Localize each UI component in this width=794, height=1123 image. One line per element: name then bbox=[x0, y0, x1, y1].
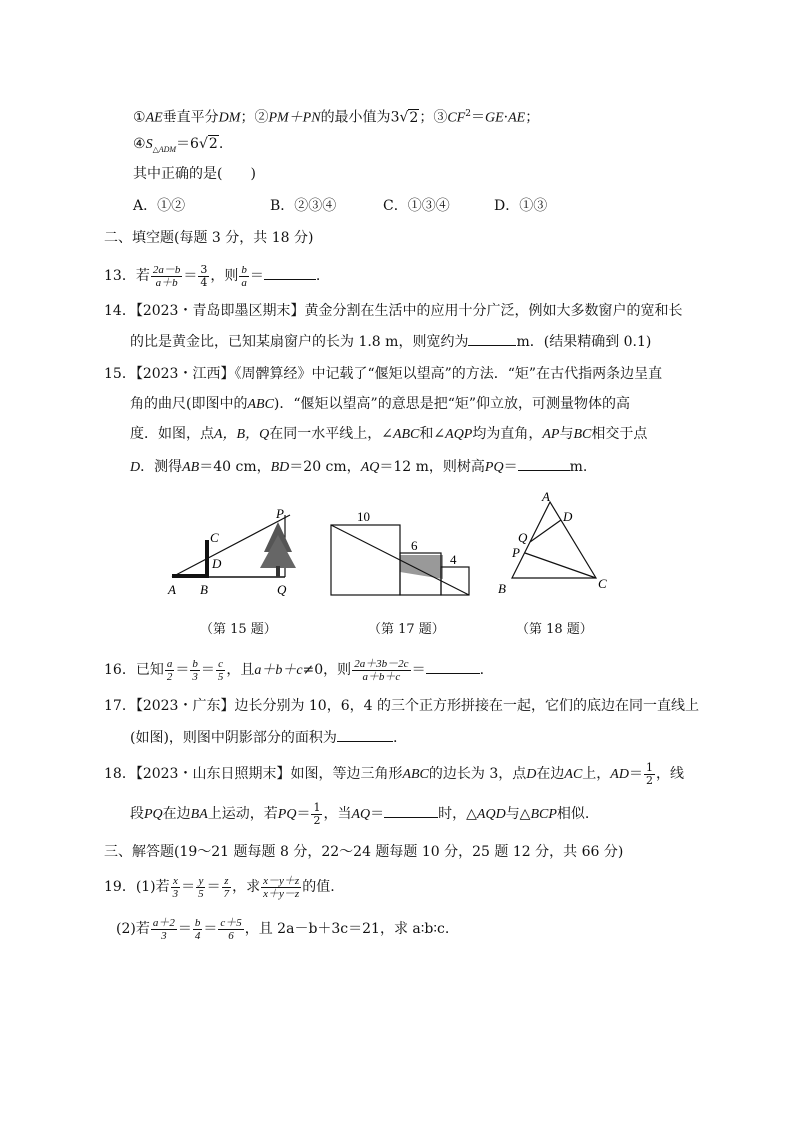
question-17-line-2 bbox=[130, 727, 397, 748]
text: 的值. bbox=[302, 879, 335, 895]
question-16 bbox=[104, 656, 484, 685]
text: ＝20 cm， bbox=[289, 459, 361, 475]
fraction bbox=[222, 875, 232, 900]
numerator: x bbox=[172, 874, 178, 887]
text: m．(结果精确到 0.1) bbox=[516, 334, 652, 350]
denominator: 3 bbox=[192, 670, 198, 683]
denominator: 3 bbox=[161, 929, 167, 942]
figure-17 bbox=[325, 500, 475, 600]
radicand: 2 bbox=[409, 109, 419, 126]
text: 与 bbox=[559, 426, 574, 442]
denominator: 7 bbox=[223, 887, 230, 900]
numerator: z bbox=[224, 874, 229, 887]
tree-icon bbox=[260, 522, 296, 577]
denominator: 5 bbox=[198, 887, 204, 900]
numerator: c＋5 bbox=[220, 916, 242, 929]
math-var: PQ bbox=[277, 807, 297, 822]
fraction bbox=[196, 875, 206, 900]
text: (如图)，则图中阴影部分的面积为 bbox=[130, 730, 337, 746]
label-p: P bbox=[276, 506, 284, 521]
math-var: BA bbox=[190, 807, 208, 822]
ruler-horizontal bbox=[172, 574, 209, 578]
numerator: 2a＋3b－2c bbox=[354, 657, 409, 670]
answer-blank[interactable] bbox=[468, 331, 516, 346]
numerator: b bbox=[192, 657, 198, 670]
fraction bbox=[216, 658, 226, 683]
option-statement-line-2: $④S_{\triangle ADM}=6√2$. bbox=[133, 136, 224, 154]
denominator: 4 bbox=[194, 929, 201, 942]
fraction bbox=[165, 658, 175, 683]
question-18-line-2 bbox=[130, 798, 589, 831]
numerator: x－y＋z bbox=[263, 874, 300, 887]
math-var: AQD bbox=[476, 807, 506, 822]
fraction bbox=[239, 264, 249, 289]
text: m. bbox=[569, 459, 588, 475]
number: 3 bbox=[390, 109, 400, 126]
subscript: △ADM bbox=[152, 144, 177, 154]
question-15-line-2 bbox=[130, 394, 630, 415]
text: 上， bbox=[582, 766, 611, 782]
math-var: BCP bbox=[530, 807, 557, 822]
text: 的边长为 3，点 bbox=[428, 766, 527, 782]
text: ＝ bbox=[177, 921, 192, 937]
math-var: PQ bbox=[144, 807, 163, 822]
text: ＝ bbox=[206, 879, 221, 895]
text: ，求 bbox=[232, 879, 261, 895]
text: 上运动，若 bbox=[207, 806, 278, 822]
option-b: B．②③④ bbox=[270, 198, 337, 214]
text: 在边 bbox=[536, 766, 565, 782]
denominator: x＋y－z bbox=[263, 887, 300, 900]
math-var: BC bbox=[573, 427, 592, 442]
figure-17-caption: （第 17 题） bbox=[368, 622, 445, 637]
question-15-line-3 bbox=[130, 424, 647, 445]
text: 相似. bbox=[556, 806, 590, 822]
math-var: AB bbox=[182, 460, 200, 475]
fraction bbox=[352, 658, 410, 683]
math-var: AQ bbox=[360, 460, 380, 475]
math-var: AQ bbox=[351, 807, 371, 822]
text: 与△ bbox=[505, 806, 531, 822]
math-var: AQP bbox=[445, 427, 473, 442]
numerator: c bbox=[218, 657, 224, 670]
section-heading-answer: 三、解答题(19～21 题每题 8 分，22～24 题每题 10 分，25 题 12 分，共 66 分) bbox=[104, 844, 624, 860]
label-q: Q bbox=[277, 582, 287, 597]
text: 13．若 bbox=[104, 268, 150, 284]
text: ；③ bbox=[419, 109, 448, 126]
text: 段 bbox=[130, 806, 144, 822]
text: ＝ bbox=[175, 662, 190, 678]
text: ＝12 m，则树高 bbox=[379, 459, 485, 475]
question-14-line-2 bbox=[130, 331, 651, 352]
text: ，且 bbox=[226, 662, 255, 678]
question-17-line-1: 17．【2023・广东】边长分别为 10，6，4 的三个正方形拼接在一起，它们的底边在同一直线上 bbox=[104, 698, 699, 714]
option-statement-line-1: ①AE垂直平分DM；②PM＋PN的最小值为3√2；$③CF^2=GE\cdot AE$； bbox=[133, 109, 540, 126]
numerator: a bbox=[166, 657, 173, 670]
fraction bbox=[311, 802, 322, 827]
denominator: a＋b bbox=[155, 276, 178, 289]
fraction bbox=[261, 875, 301, 900]
denominator: a bbox=[241, 276, 247, 289]
fraction bbox=[644, 762, 655, 787]
numerator: b bbox=[194, 916, 201, 929]
text: 的最小值为 bbox=[320, 109, 391, 126]
text: ＝ bbox=[628, 766, 643, 782]
numerator: y bbox=[198, 874, 204, 887]
text: 在同一水平线上，∠ bbox=[269, 426, 393, 442]
answer-blank[interactable] bbox=[426, 659, 480, 674]
shaded-region bbox=[400, 555, 443, 579]
denominator: 6 bbox=[228, 929, 234, 942]
fraction bbox=[151, 264, 183, 289]
label-p: P bbox=[512, 545, 520, 560]
denominator: 3 bbox=[172, 887, 179, 900]
radicand: 2 bbox=[208, 136, 218, 152]
figure-18 bbox=[490, 490, 620, 600]
math-var: ABC bbox=[247, 397, 274, 412]
label-b: B bbox=[200, 582, 208, 597]
math-var: DM bbox=[218, 110, 241, 126]
fraction bbox=[193, 917, 203, 942]
label-10: 10 bbox=[357, 509, 370, 524]
text: ．测得 bbox=[140, 459, 183, 475]
text: 在边 bbox=[162, 806, 191, 822]
text: ＝6 bbox=[176, 136, 199, 152]
numerator: 1 bbox=[645, 760, 653, 774]
numerator: 1 bbox=[313, 800, 321, 814]
math-var: CF bbox=[447, 110, 466, 126]
text: ＝ bbox=[200, 662, 215, 678]
math-var: A，B，Q bbox=[214, 427, 270, 442]
text: ； bbox=[525, 109, 540, 126]
math-var: AP bbox=[542, 427, 560, 442]
math-var: AD bbox=[610, 767, 629, 782]
math-var: D bbox=[526, 767, 537, 782]
text: ；② bbox=[240, 109, 269, 126]
text: ＝ bbox=[183, 268, 198, 284]
denominator: 2 bbox=[645, 773, 653, 787]
fraction bbox=[218, 917, 243, 942]
denominator: 5 bbox=[217, 670, 224, 683]
fraction bbox=[171, 875, 181, 900]
question-19-part-1 bbox=[104, 872, 335, 902]
text: ＝ bbox=[181, 879, 196, 895]
text: 角的曲尺(即图中的 bbox=[130, 396, 248, 412]
fraction bbox=[198, 264, 209, 289]
text: 的比是黄金比，已知某扇窗户的长为 1.8 m，则宽约为 bbox=[130, 334, 469, 350]
label-d: D bbox=[212, 556, 222, 571]
text: 均为直角， bbox=[472, 426, 543, 442]
text: 垂直平分 bbox=[162, 109, 219, 126]
text: 相交于点 bbox=[591, 426, 648, 442]
label-4: 4 bbox=[450, 552, 457, 567]
fraction bbox=[190, 658, 200, 683]
math-expr: PM＋PN bbox=[268, 110, 321, 126]
text: ，且 2a－b＋3c＝21，求 a∶b∶c. bbox=[244, 921, 450, 937]
figure-18-caption: （第 18 题） bbox=[516, 622, 593, 637]
math-var: PQ bbox=[484, 460, 504, 475]
label-a: A bbox=[168, 582, 176, 597]
text: ＝ bbox=[411, 662, 426, 678]
question-15-line-4 bbox=[130, 456, 587, 478]
text: 和∠ bbox=[419, 426, 446, 442]
answer-blank[interactable] bbox=[518, 456, 570, 471]
ruler-vertical bbox=[205, 540, 209, 577]
math-var: AC bbox=[564, 767, 583, 782]
answer-blank[interactable] bbox=[264, 265, 316, 280]
text: 16．已知 bbox=[104, 662, 164, 678]
text: . bbox=[218, 136, 224, 152]
text: . bbox=[392, 730, 398, 746]
math-var: ABC bbox=[402, 767, 429, 782]
text: . bbox=[315, 268, 321, 284]
text: ④ bbox=[133, 136, 146, 152]
figure-15 bbox=[160, 500, 310, 600]
text: 时，△ bbox=[438, 806, 477, 822]
section-heading-fill: 二、填空题(每题 3 分，共 18 分) bbox=[104, 230, 314, 246]
math-var: AE bbox=[508, 110, 526, 126]
answer-blank[interactable] bbox=[337, 727, 393, 742]
label-6: 6 bbox=[411, 538, 418, 553]
math-var: BD bbox=[270, 460, 290, 475]
question-prompt: 其中正确的是( ) bbox=[133, 166, 256, 182]
fraction bbox=[151, 917, 177, 942]
text: ＝ bbox=[249, 268, 264, 284]
numerator: 3 bbox=[200, 262, 208, 276]
text: ＝ bbox=[203, 921, 218, 937]
question-13 bbox=[104, 262, 320, 290]
square-4 bbox=[441, 567, 469, 595]
exponent: 2 bbox=[465, 109, 471, 119]
numerator: a＋2 bbox=[152, 916, 175, 929]
text: ，当 bbox=[323, 806, 352, 822]
denominator: 4 bbox=[200, 275, 208, 289]
text: ＝ bbox=[296, 806, 311, 822]
label-d: D bbox=[563, 509, 573, 524]
text: ，则 bbox=[210, 268, 239, 284]
denominator: 2 bbox=[166, 670, 173, 683]
text: · bbox=[503, 109, 509, 126]
math-var: GE bbox=[484, 110, 504, 126]
question-18-line-1 bbox=[104, 760, 684, 789]
math-var: S bbox=[145, 137, 153, 152]
label-q: Q bbox=[518, 530, 528, 545]
text: ≠0，则 bbox=[302, 662, 352, 678]
question-14-line-1: 14．【2023・青岛即墨区期末】黄金分割在生活中的应用十分广泛，例如大多数窗户的宽和长 bbox=[104, 303, 683, 319]
label-c: C bbox=[598, 576, 607, 591]
math-var: ABC bbox=[392, 427, 420, 442]
answer-blank[interactable] bbox=[384, 803, 438, 818]
text: ＝ bbox=[470, 109, 485, 126]
question-15-line-1: 15．【2023・江西】《周髀算经》中记载了“偃矩以望高”的方法．“矩”在古代指两条边呈直 bbox=[104, 366, 663, 382]
square-10 bbox=[331, 525, 400, 595]
label-c: C bbox=[210, 530, 219, 545]
segment-qd bbox=[530, 520, 561, 542]
text: ＝ bbox=[503, 459, 518, 475]
label-b: B bbox=[498, 581, 506, 596]
figure-15-caption: （第 15 题） bbox=[200, 622, 277, 637]
math-var: D bbox=[130, 460, 141, 475]
text: 19．(1)若 bbox=[104, 879, 170, 895]
text: 18．【2023・山东日照期末】如图，等边三角形 bbox=[104, 766, 403, 782]
question-19-part-2 bbox=[116, 914, 449, 944]
label-a: A bbox=[542, 490, 550, 504]
segment-pc bbox=[525, 553, 596, 578]
text: ＝ bbox=[370, 806, 385, 822]
option-c: C．①③④ bbox=[383, 198, 450, 214]
denominator: 2 bbox=[313, 813, 321, 827]
text: ＝40 cm， bbox=[199, 459, 271, 475]
text: ，线 bbox=[655, 766, 684, 782]
text: (2)若 bbox=[116, 921, 150, 937]
math-var: AE bbox=[145, 110, 163, 126]
denominator: a＋b＋c bbox=[362, 670, 401, 683]
math-expr: a＋b＋c bbox=[254, 663, 303, 678]
text: )．“偃矩以望高”的意思是把“矩”仰立放，可测量物体的高 bbox=[273, 396, 631, 412]
option-a: A．①② bbox=[133, 198, 186, 214]
text: 度．如图，点 bbox=[130, 426, 214, 442]
text: . bbox=[479, 662, 485, 678]
numerator: b bbox=[241, 263, 247, 276]
numerator: 2a－b bbox=[152, 263, 181, 276]
option-d: D．①③ bbox=[494, 198, 548, 214]
